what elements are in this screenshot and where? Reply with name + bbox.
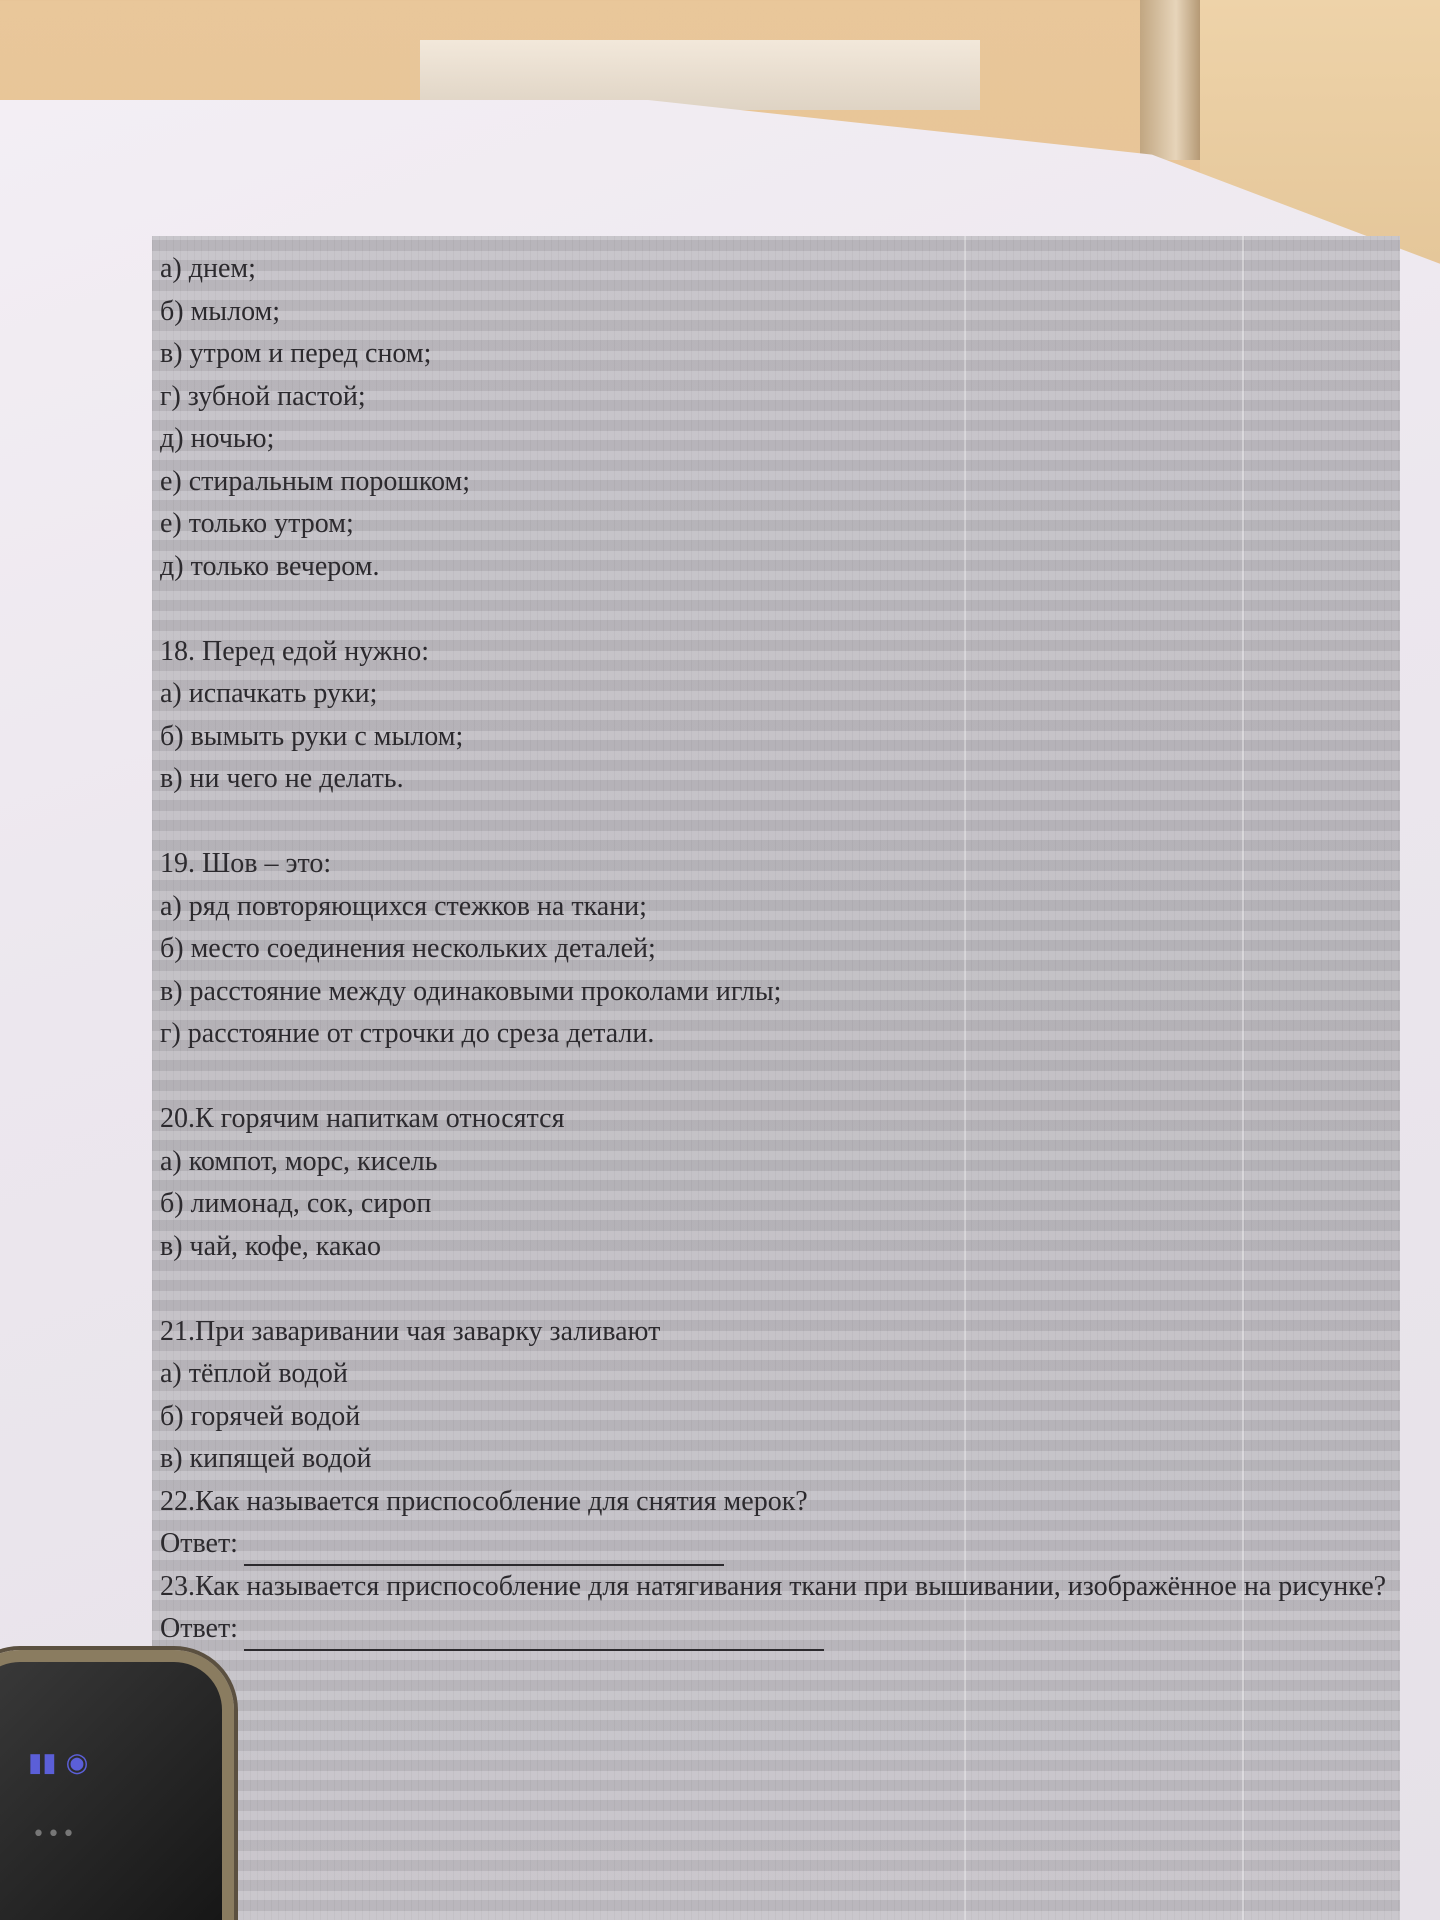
option-line: в) расстояние между одинаковыми проколами иглы; — [160, 975, 782, 1007]
option-line: в) кипящей водой — [160, 1443, 372, 1474]
option-line: а) компот, морс, кисель — [160, 1145, 438, 1177]
spacer — [160, 1268, 1390, 1311]
question-21: 21.При заваривании чая заварку заливают — [160, 1315, 661, 1347]
option-line: е) стиральным порошком; — [160, 465, 471, 497]
option-line: в) чай, кофе, какао — [160, 1230, 382, 1262]
answer-blank-23[interactable] — [244, 1621, 824, 1651]
option-line: б) мылом; — [160, 295, 281, 327]
option-line: д) только вечером. — [160, 550, 380, 582]
background-door-frame — [1140, 0, 1200, 160]
option-line: г) расстояние от строчки до среза детали. — [160, 1018, 655, 1049]
option-line: а) испачкать руки; — [160, 678, 378, 709]
signal-icon: ▮▮ ◉ — [28, 1748, 89, 1778]
answer-row-22 — [160, 1523, 1390, 1566]
question-19: 19. Шов – это: — [160, 848, 332, 879]
option-line: б) лимонад, сок, сироп — [160, 1188, 432, 1219]
option-line: в) ни чего не делать. — [160, 763, 404, 794]
background-window — [420, 40, 980, 110]
option-line: г) зубной пастой; — [160, 380, 366, 412]
question-18: 18. Перед едой нужно: — [160, 635, 429, 667]
answer-label: Ответ: — [160, 1528, 238, 1559]
option-line: в) утром и перед сном; — [160, 338, 432, 369]
phone-dots: ••• — [32, 1822, 77, 1847]
option-line: б) вымыть руки с мылом; — [160, 720, 464, 752]
option-line: е) только утром; — [160, 508, 354, 539]
spacer — [160, 588, 1390, 631]
answer-label: Ответ: — [160, 1613, 238, 1644]
question-22: 22.Как называется приспособление для снятия мерок? — [160, 1485, 808, 1517]
option-line: б) место соединения нескольких деталей; — [160, 933, 656, 964]
answer-row-23 — [160, 1608, 1390, 1651]
question-23: 23.Как называется приспособление для натягивания ткани при вышивании, изображённое на рисунке? — [160, 1570, 1387, 1602]
option-line: б) горячей водой — [160, 1400, 361, 1432]
option-line: а) тёплой водой — [160, 1358, 348, 1389]
question-20: 20.К горячим напиткам относятся — [160, 1103, 565, 1134]
phone-device — [0, 1650, 234, 1920]
spacer — [160, 801, 1390, 844]
spacer — [160, 1056, 1390, 1099]
option-line: а) днем; — [160, 253, 256, 284]
answer-blank-22[interactable] — [244, 1536, 724, 1566]
option-line: д) ночью; — [160, 423, 275, 454]
test-text — [160, 248, 1390, 1651]
option-line: а) ряд повторяющихся стежков на ткани; — [160, 890, 647, 922]
printed-page — [152, 236, 1400, 1920]
